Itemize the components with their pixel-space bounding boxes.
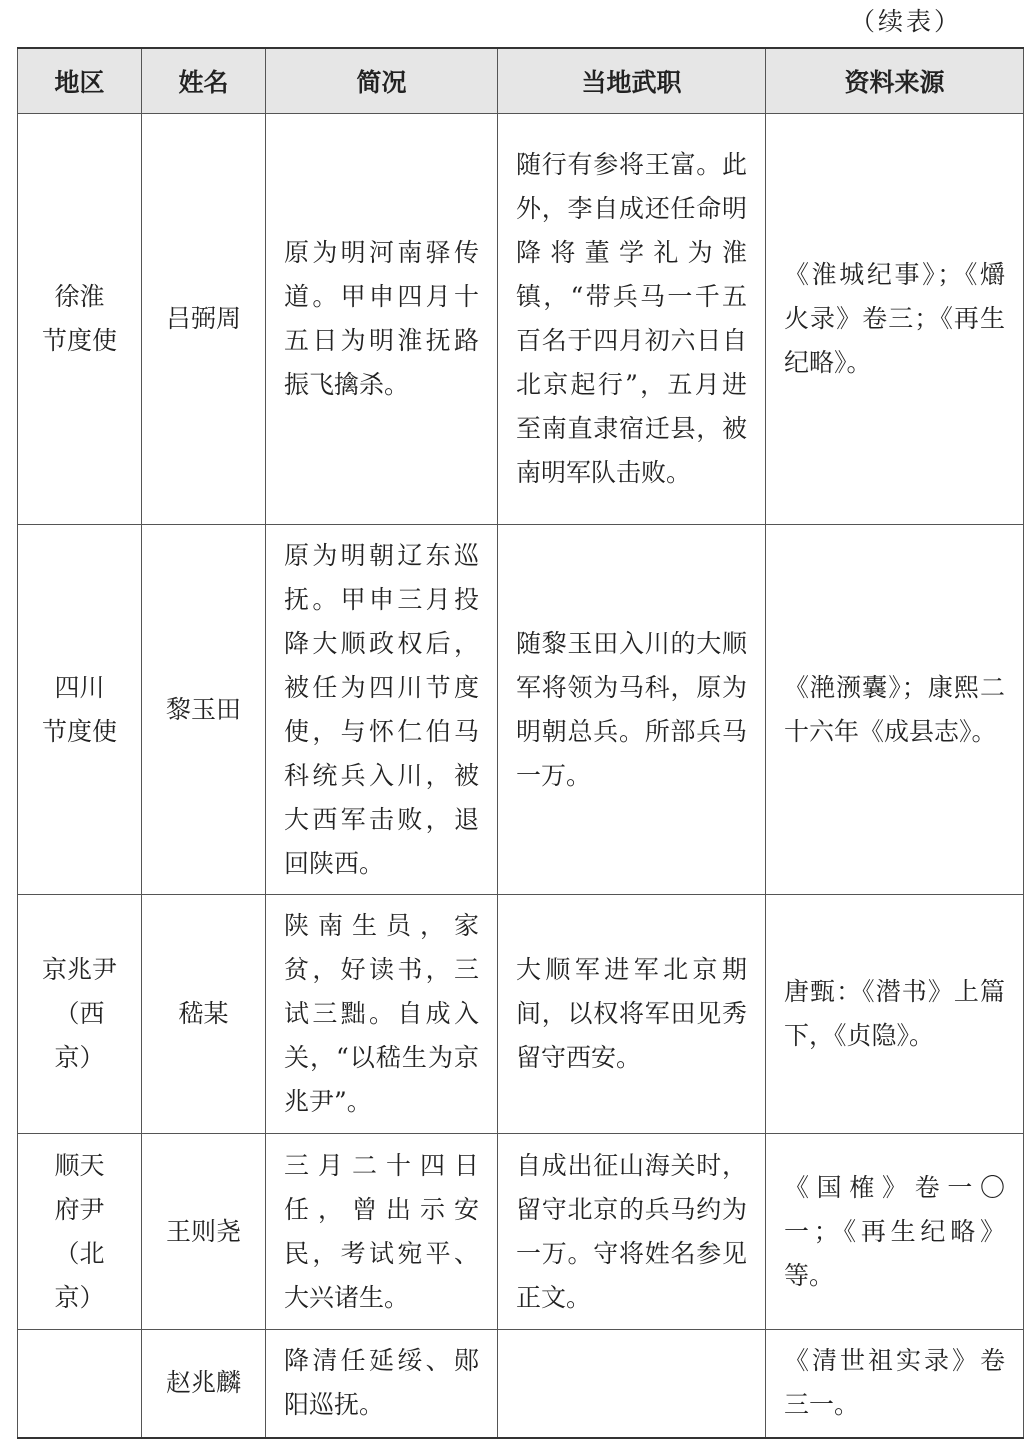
name-cell: 嵇某 bbox=[142, 895, 266, 1134]
region-line: 京） bbox=[54, 1282, 105, 1312]
name-cell: 王则尧 bbox=[142, 1134, 266, 1330]
sources-cell: 《清世祖实录》卷三一。 bbox=[766, 1330, 1024, 1438]
sources-cell: 《淮城纪事》；《爝火录》卷三；《再生纪略》。 bbox=[766, 114, 1024, 525]
sources-cell: 唐甄：《潜书》上篇下，《贞隐》。 bbox=[766, 895, 1024, 1134]
military-cell bbox=[498, 1330, 766, 1438]
name-cell: 吕弼周 bbox=[142, 114, 266, 525]
region-line: （西 bbox=[54, 999, 105, 1028]
table-row bbox=[18, 895, 1024, 1134]
region-line: 节度使 bbox=[41, 716, 117, 746]
header-summary: 简况 bbox=[266, 48, 498, 114]
summary-cell: 三月二十四日任，曾出示安民，考试宛平、大兴诸生。 bbox=[266, 1134, 498, 1330]
continuation-label: （续表） bbox=[850, 7, 963, 36]
region-cell bbox=[18, 114, 142, 525]
sources-cell: 《滟滪囊》；康熙二十六年《成县志》。 bbox=[766, 525, 1024, 895]
header-military: 当地武职 bbox=[498, 48, 766, 114]
table-row bbox=[18, 525, 1024, 895]
region-line: 京） bbox=[54, 1043, 105, 1072]
region-line: 府尹 bbox=[54, 1194, 105, 1224]
military-cell: 大顺军进军北京期间，以权将军田见秀留守西安。 bbox=[498, 895, 766, 1134]
region-cell bbox=[18, 1330, 142, 1438]
region-cell bbox=[18, 525, 142, 895]
table-row bbox=[18, 114, 1024, 525]
header-name: 姓名 bbox=[142, 48, 266, 114]
name-cell: 黎玉田 bbox=[142, 525, 266, 895]
region-line: 节度使 bbox=[41, 326, 117, 355]
name-cell: 赵兆麟 bbox=[142, 1330, 266, 1438]
table-row bbox=[18, 1134, 1024, 1330]
military-cell: 随黎玉田入川的大顺军将领为马科，原为明朝总兵。所部兵马一万。 bbox=[498, 525, 766, 895]
summary-cell: 原为明朝辽东巡抚。甲申三月投降大顺政权后，被任为四川节度使，与怀仁伯马科统兵入川，被大西军击败，退回陕西。 bbox=[266, 525, 498, 895]
header-region: 地区 bbox=[18, 48, 142, 114]
summary-cell: 原为明河南驿传道。甲申四月十五日为明淮抚路振飞擒杀。 bbox=[266, 114, 498, 525]
officials-table bbox=[17, 47, 1024, 1439]
summary-cell: 降清任延绥、郧阳巡抚。 bbox=[266, 1330, 498, 1438]
sources-cell: 《国榷》卷一〇一；《再生纪略》等。 bbox=[766, 1134, 1024, 1330]
summary-cell: 陕南生员，家贫，好读书，三试三黜。自成入关，“以嵇生为京兆尹”。 bbox=[266, 895, 498, 1134]
table-row bbox=[18, 1330, 1024, 1438]
region-line: （北 bbox=[54, 1238, 105, 1268]
region-cell bbox=[18, 1134, 142, 1330]
military-cell: 自成出征山海关时，留守北京的兵马约为一万。守将姓名参见正文。 bbox=[498, 1134, 766, 1330]
header-sources: 资料来源 bbox=[766, 48, 1024, 114]
region-line: 四川 bbox=[54, 672, 105, 702]
region-line: 顺天 bbox=[54, 1150, 105, 1180]
header-row bbox=[18, 48, 1024, 114]
military-cell: 随行有参将王富。此外，李自成还任命明降将董学礼为淮镇，“带兵马一千五百名于四月初六日自北京起行”，五月进至南直隶宿迁县，被南明军队击败。 bbox=[498, 114, 766, 525]
region-line: 徐淮 bbox=[54, 282, 105, 311]
region-cell bbox=[18, 895, 142, 1134]
region-line: 京兆尹 bbox=[41, 955, 117, 984]
